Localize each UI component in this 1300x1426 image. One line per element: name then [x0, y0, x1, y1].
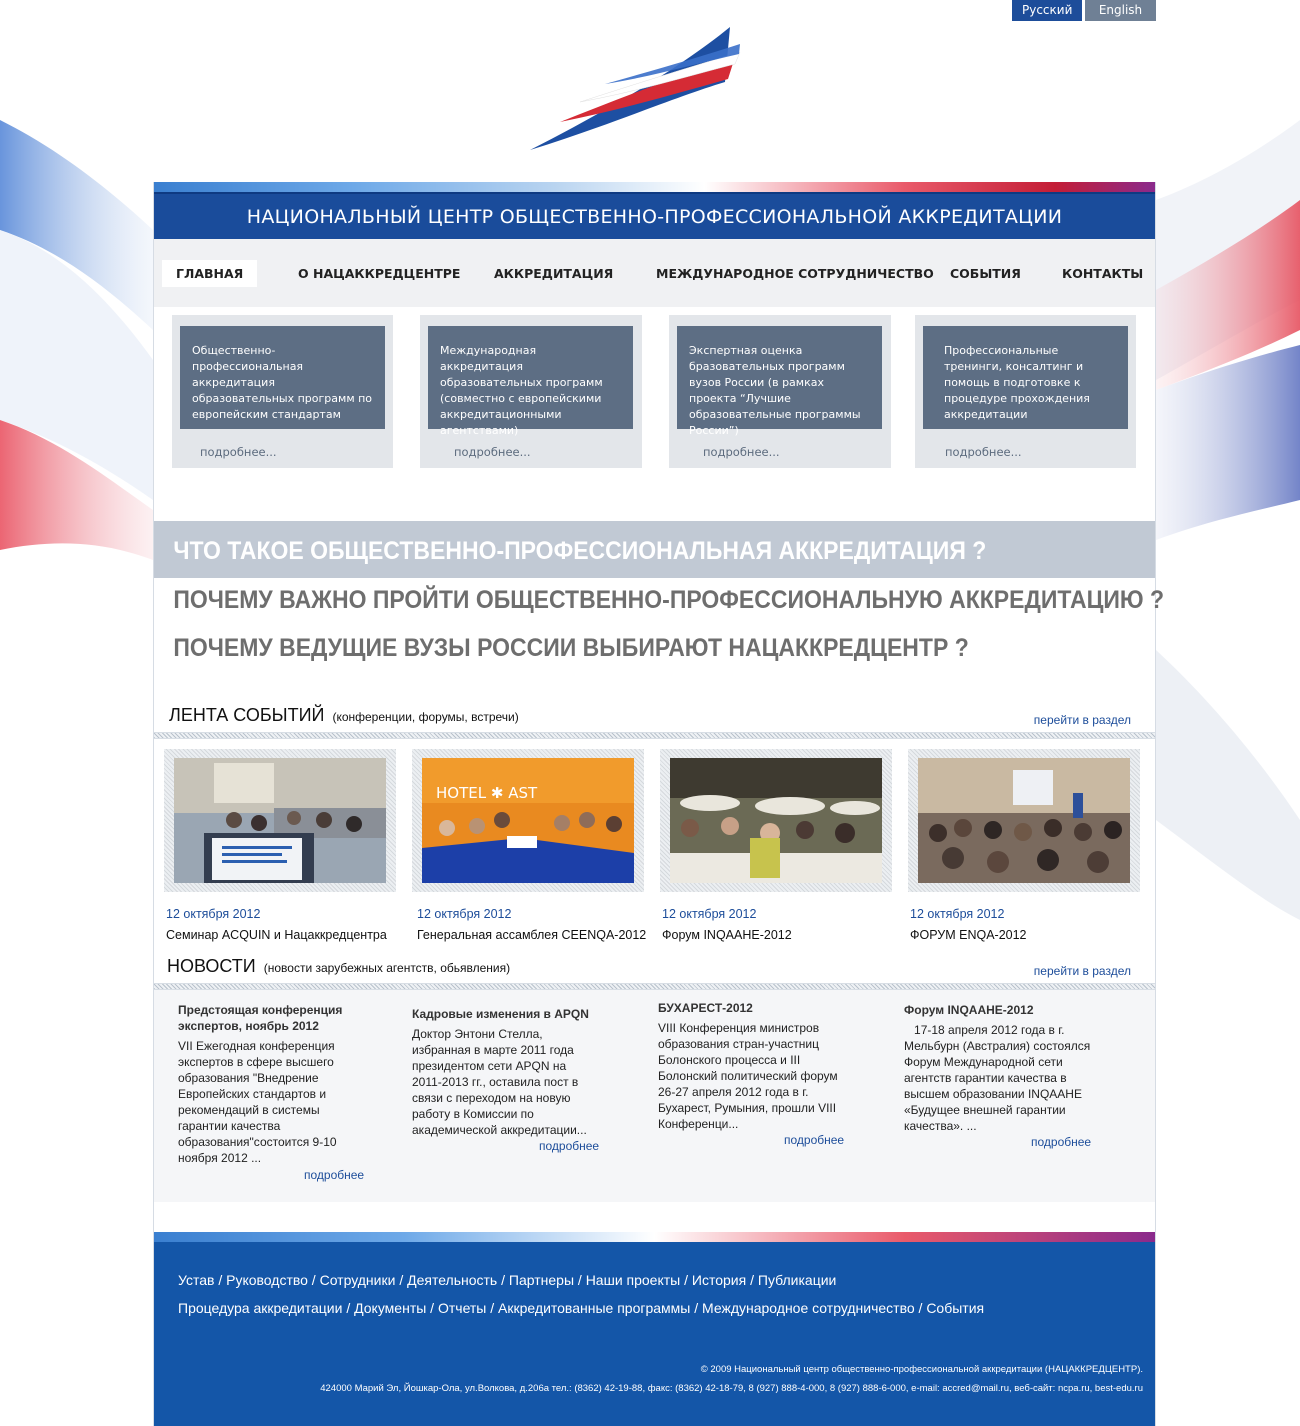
event-photo-frame	[660, 749, 892, 892]
question-link[interactable]: ЧТО ТАКОЕ ОБЩЕСТВЕННО-ПРОФЕССИОНАЛЬНАЯ АККРЕДИТАЦИЯ ?	[154, 521, 1154, 578]
question-link[interactable]: ПОЧЕМУ ВЕДУЩИЕ ВУЗЫ РОССИИ ВЫБИРАЮТ НАЦАККРЕДЦЕНТР ?	[173, 634, 969, 662]
footer-link[interactable]: События	[926, 1300, 985, 1316]
news-list	[154, 990, 1155, 1202]
news-title: НОВОСТИ	[167, 956, 256, 976]
divider	[154, 983, 1155, 990]
news-subtitle: (новости зарубежных агентств, обьявления)	[263, 961, 511, 975]
footer-separator: /	[214, 1272, 227, 1288]
nav-item-events[interactable]: СОБЫТИЯ	[950, 266, 1021, 281]
footer	[154, 1242, 1155, 1426]
feature-text[interactable]: Общественно-профессиональная аккредитация образовательных программ по европейским стандартам	[180, 326, 385, 429]
feature-more-link[interactable]: подробнее...	[703, 445, 780, 459]
feature-text[interactable]: Профессиональные тренинги, консалтинг и помощь в подготовке к процедуре прохождения аккредитации	[923, 326, 1128, 429]
events-all-link[interactable]: перейти в раздел	[1033, 713, 1131, 727]
footer-separator: /	[680, 1272, 692, 1288]
main-content	[153, 182, 1165, 1426]
event-date: 12 октября 2012	[417, 907, 512, 921]
feature-more-link[interactable]: подробнее...	[200, 445, 277, 459]
news-more-link[interactable]: подробнее	[784, 1133, 845, 1147]
footer-link[interactable]: Руководство	[226, 1272, 308, 1288]
top-stripe	[154, 182, 1155, 192]
news-more-link[interactable]: подробнее	[539, 1139, 600, 1153]
footer-link[interactable]: Документы	[354, 1300, 427, 1316]
news-text: Доктор Энтони Стелла, избранная в марте 2011 года президентом сети APQN на 2011-2013 гг., оставила пост в связи с переходом на новую работу в Комиссии по академической аккредитации...	[412, 1027, 587, 1137]
news-item	[904, 1002, 1096, 1134]
event-title[interactable]: Семинар ACQUIN и Нацаккредцентра	[166, 928, 387, 942]
news-section-head	[154, 949, 1155, 983]
news-text: VII Ежегодная конференция экспертов в сфере высшего образования "Внедрение Европейских стандартов и рекомендаций в системы гарантии качества образования"состоится 9-10 ноября 2012 ...	[178, 1039, 337, 1165]
event-title[interactable]: Генеральная ассамблея CEENQA-2012	[417, 928, 647, 942]
news-item	[412, 1006, 592, 1138]
feature-more-link[interactable]: подробнее...	[454, 445, 531, 459]
event-photo[interactable]	[174, 758, 386, 883]
footer-link[interactable]: Публикации	[757, 1272, 837, 1288]
events-section-head	[154, 696, 1155, 732]
nav-item-international[interactable]: МЕЖДУНАРОДНОЕ СОТРУДНИЧЕСТВО	[656, 266, 934, 281]
language-switch	[1012, 0, 1156, 21]
footer-stripe	[154, 1232, 1155, 1242]
feature-text[interactable]: Международная аккредитация образовательных программ (совместно с европейскими аккредитационными агентствами)	[428, 326, 633, 429]
question-1-bar	[154, 521, 1155, 578]
footer-link[interactable]: Процедура аккредитации	[178, 1300, 343, 1316]
nav-item-about[interactable]: О НАЦАККРЕДЦЕНТРЕ	[298, 266, 461, 281]
footer-link[interactable]: Устав	[178, 1272, 215, 1288]
event-card[interactable]	[412, 749, 646, 942]
news-more-link[interactable]: подробнее	[1031, 1135, 1092, 1149]
event-date: 12 октября 2012	[662, 907, 757, 921]
features-row	[154, 307, 1155, 521]
nav-item-accreditation[interactable]: АККРЕДИТАЦИЯ	[494, 266, 614, 281]
footer-separator: /	[486, 1300, 499, 1316]
news-more-link[interactable]: подробнее	[304, 1168, 365, 1182]
copyright: © 2009 Национальный центр общественно-профессиональной аккредитации (НАЦАККРЕДЦЕНТР).	[700, 1364, 1143, 1375]
events-title: ЛЕНТА СОБЫТИЙ	[169, 705, 325, 725]
event-photo[interactable]	[422, 758, 634, 883]
footer-separator: /	[342, 1300, 355, 1316]
main-nav	[154, 239, 1155, 307]
news-section-title	[167, 956, 510, 977]
footer-separator: /	[395, 1272, 408, 1288]
header-bar	[154, 192, 1155, 239]
lang-russian-button[interactable]: Русский	[1012, 0, 1082, 21]
footer-link[interactable]: Наши проекты	[585, 1272, 681, 1288]
footer-link[interactable]: Партнеры	[508, 1272, 575, 1288]
news-title[interactable]: Предстоящая конференция экспертов, ноябрь 2012	[178, 1003, 343, 1033]
event-date: 12 октября 2012	[910, 907, 1005, 921]
feature-card	[915, 315, 1136, 468]
footer-links-row-1	[178, 1272, 836, 1288]
footer-link[interactable]: Международное сотрудничество	[702, 1300, 915, 1316]
divider	[154, 732, 1155, 739]
footer-separator: /	[307, 1272, 320, 1288]
news-title[interactable]: Форум INQAAHE-2012	[904, 1003, 1034, 1017]
contact-address: 424000 Марий Эл, Йошкар-Ола, ул.Волкова, д.206а тел.: (8362) 42-19-88, факс: (8362) 42-18-79, 8 (927) 888-4-000, 8 (927) 888-6-000, e-mail: accred@mail.ru, веб-сайт: ncpa.ru, best-edu.ru	[320, 1383, 1143, 1394]
footer-link[interactable]: История	[691, 1272, 747, 1288]
events-section-title	[169, 705, 519, 726]
news-title[interactable]: БУХАРЕСТ-2012	[658, 1001, 753, 1015]
nav-item-contacts[interactable]: КОНТАКТЫ	[1062, 266, 1144, 281]
event-photo[interactable]	[918, 758, 1130, 883]
question-link[interactable]: ПОЧЕМУ ВАЖНО ПРОЙТИ ОБЩЕСТВЕННО-ПРОФЕССИОНАЛЬНУЮ АККРЕДИТАЦИЮ ?	[173, 586, 1165, 614]
footer-separator: /	[426, 1300, 438, 1316]
footer-separator: /	[746, 1272, 758, 1288]
feature-text[interactable]: Экспертная оценка бразовательных программ вузов России (в рамках проекта “Лучшие образовательные программы России”)	[677, 326, 882, 429]
event-title[interactable]: ФОРУМ ENQA-2012	[910, 928, 1027, 942]
event-photo-frame	[908, 749, 1140, 892]
event-card[interactable]	[164, 749, 396, 942]
event-photo-frame	[412, 749, 644, 892]
footer-link[interactable]: Аккредитованные программы	[498, 1300, 691, 1316]
event-photo-text: HOTEL ✱ AST	[436, 784, 538, 802]
footer-separator: /	[497, 1272, 509, 1288]
news-text: 17-18 апреля 2012 года в г. Мельбурн (Австралия) состоялся Форум Международной сети агентств гарантии качества в высшем образовании INQAAHE «Будущее внешней гарантии качества». ...	[904, 1023, 1094, 1133]
nav-item-home[interactable]: ГЛАВНАЯ	[162, 260, 257, 287]
news-all-link[interactable]: перейти в раздел	[1033, 964, 1131, 978]
footer-separator: /	[690, 1300, 703, 1316]
footer-link[interactable]: Отчеты	[437, 1300, 487, 1316]
footer-link[interactable]: Деятельность	[407, 1272, 498, 1288]
news-text: VIII Конференция министров образования стран-участниц Болонского процесса и III Болонский политический форум 26-27 апреля 2012 года в г. Бухарест, Румыния, прошли VIII Конференци...	[658, 1021, 838, 1131]
feature-card	[172, 315, 393, 468]
news-item	[178, 1002, 350, 1166]
event-date: 12 октября 2012	[166, 907, 261, 921]
events-subtitle: (конференции, форумы, встречи)	[332, 710, 519, 724]
feature-card	[420, 315, 642, 468]
footer-links-row-2	[178, 1300, 984, 1316]
site-title: НАЦИОНАЛЬНЫЙ ЦЕНТР ОБЩЕСТВЕННО-ПРОФЕССИОНАЛЬНОЙ АККРЕДИТАЦИИ	[246, 205, 1063, 228]
events-list	[154, 739, 1155, 949]
logo[interactable]	[525, 22, 755, 154]
footer-separator: /	[914, 1300, 927, 1316]
event-photo[interactable]	[670, 758, 882, 883]
lang-english-button[interactable]: English	[1085, 0, 1156, 21]
event-title[interactable]: Форум INQAAHE-2012	[662, 928, 792, 942]
footer-link[interactable]: Сотрудники	[319, 1272, 396, 1288]
event-card[interactable]	[660, 749, 892, 942]
news-item	[658, 1000, 848, 1132]
footer-separator: /	[574, 1272, 586, 1288]
event-photo-frame	[164, 749, 396, 892]
news-title[interactable]: Кадровые изменения в APQN	[412, 1007, 589, 1021]
event-card[interactable]	[908, 749, 1140, 942]
feature-card	[669, 315, 891, 468]
feature-more-link[interactable]: подробнее...	[945, 445, 1022, 459]
